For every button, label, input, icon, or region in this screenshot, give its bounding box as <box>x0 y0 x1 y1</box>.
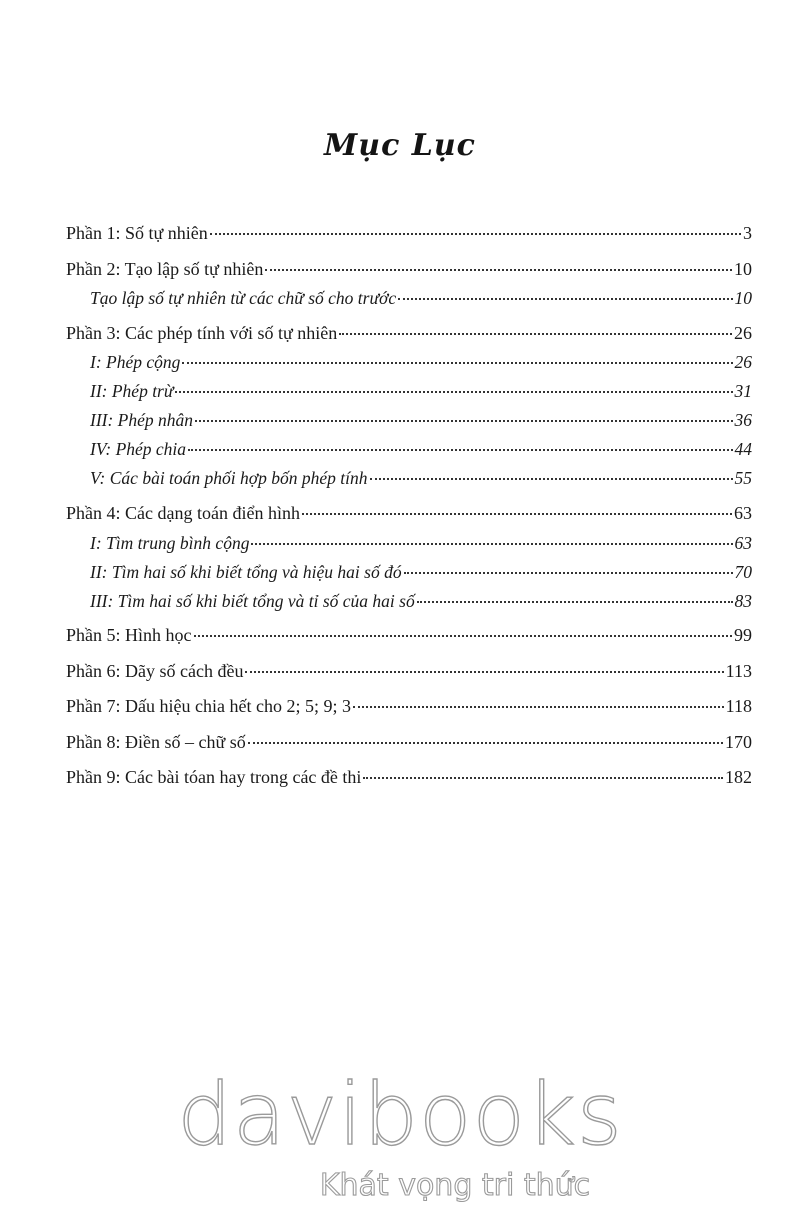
toc-entry-label: Phần 1: Số tự nhiên <box>66 223 208 243</box>
toc-subentry[interactable] <box>90 287 752 309</box>
toc-entry-page: 182 <box>725 767 752 787</box>
toc-entry-label: I: Phép cộng <box>90 352 181 372</box>
dot-leader <box>210 233 741 235</box>
toc-entry-page: 31 <box>734 381 752 401</box>
toc-entry-page: 10 <box>734 259 752 279</box>
toc-entry-page: 113 <box>725 661 752 681</box>
toc-entry[interactable] <box>66 258 752 280</box>
toc-entry-page: 36 <box>734 410 752 430</box>
dot-leader <box>265 269 732 271</box>
toc-entry-label: Tạo lập số tự nhiên từ các chữ số cho trước <box>90 288 397 308</box>
dot-leader <box>195 420 732 422</box>
toc-entry-page: 10 <box>734 288 752 308</box>
toc-entry-page: 170 <box>725 732 752 752</box>
dot-leader <box>188 449 732 451</box>
dot-leader <box>194 635 733 637</box>
toc-subentry[interactable] <box>90 438 752 460</box>
toc-entry-page: 118 <box>725 696 752 716</box>
toc-entry-label: IV: Phép chia <box>90 439 187 459</box>
toc-entry-label: Phần 3: Các phép tính với số tự nhiên <box>66 323 338 343</box>
dot-leader <box>251 543 732 545</box>
toc-entry-page: 26 <box>734 323 752 343</box>
toc-entry-page: 70 <box>734 562 752 582</box>
toc-entry-label: Phần 6: Dãy số cách đều <box>66 661 244 681</box>
toc-subentry[interactable] <box>90 561 752 583</box>
toc-entry[interactable] <box>66 731 752 753</box>
toc-entry-label: Phần 2: Tạo lập số tự nhiên <box>66 259 264 279</box>
toc-entry-page: 99 <box>734 625 752 645</box>
toc-entry-label: Phần 8: Điền số – chữ số <box>66 732 246 752</box>
toc-entry-label: III: Tìm hai số khi biết tổng và tỉ số của hai số <box>90 591 415 611</box>
toc-entry-page: 83 <box>734 591 752 611</box>
toc-entry-label: Phần 7: Dấu hiệu chia hết cho 2; 5; 9; 3 <box>66 696 351 716</box>
toc-entry-label: Phần 4: Các dạng toán điển hình <box>66 503 300 523</box>
toc-entry-label: Phần 5: Hình học <box>66 625 192 645</box>
dot-leader <box>302 513 732 515</box>
toc-entry-label: II: Phép trừ <box>90 381 174 401</box>
toc-entry[interactable] <box>66 766 752 788</box>
dot-leader <box>245 671 723 673</box>
page-title: Mục Lục <box>324 128 476 163</box>
toc-entry-page: 55 <box>734 468 752 488</box>
toc-subentry[interactable] <box>90 532 752 554</box>
toc-subentry[interactable] <box>90 380 752 402</box>
toc-entry-page: 26 <box>734 352 752 372</box>
dot-leader <box>175 391 732 393</box>
dot-leader <box>404 572 733 574</box>
toc-entry-page: 3 <box>743 223 752 243</box>
watermark-brand: davibooks <box>177 1065 623 1165</box>
toc-entry-label: Phần 9: Các bài tóan hay trong các đề thi <box>66 767 362 787</box>
toc-entry-label: II: Tìm hai số khi biết tổng và hiệu hai số đó <box>90 562 402 582</box>
toc-entry-page: 44 <box>734 439 752 459</box>
toc-subentry[interactable] <box>90 351 752 373</box>
toc-entry-label: I: Tìm trung bình cộng <box>90 533 250 553</box>
dot-leader <box>248 742 723 744</box>
dot-leader <box>339 333 732 335</box>
toc-entry[interactable] <box>66 660 752 682</box>
dot-leader <box>182 362 732 364</box>
watermark-tagline: Khát vọng tri thức <box>319 1168 591 1203</box>
dot-leader <box>417 601 733 603</box>
toc-entry[interactable] <box>66 502 752 524</box>
toc-entry[interactable] <box>66 222 752 244</box>
toc-entry[interactable] <box>66 695 752 717</box>
toc-entry-label: V: Các bài toán phối hợp bốn phép tính <box>90 468 368 488</box>
toc-subentry[interactable] <box>90 590 752 612</box>
toc-entry[interactable] <box>66 624 752 646</box>
dot-leader <box>363 777 723 779</box>
toc-subentry[interactable] <box>90 409 752 431</box>
toc-entry-label: III: Phép nhân <box>90 410 194 430</box>
toc-subentry[interactable] <box>90 467 752 489</box>
toc-entry[interactable] <box>66 322 752 344</box>
dot-leader <box>353 706 724 708</box>
dot-leader <box>370 478 733 480</box>
toc-entry-page: 63 <box>734 533 752 553</box>
toc-entry-page: 63 <box>734 503 752 523</box>
dot-leader <box>398 298 732 300</box>
